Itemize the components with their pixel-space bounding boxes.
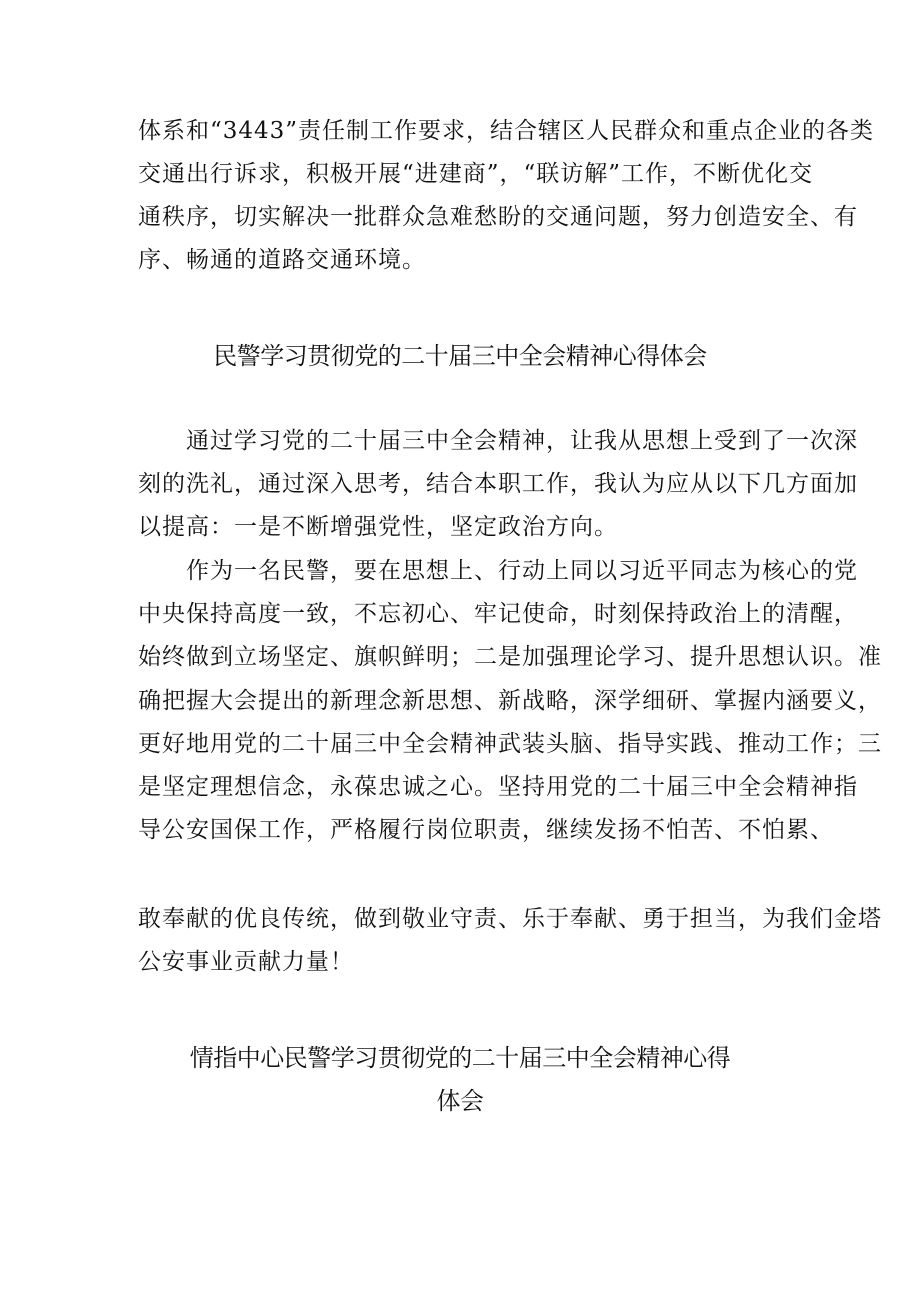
paragraph-line: 通过学习党的二十届三中全会精神，让我从思想上受到了一次深 — [186, 428, 858, 454]
section-title: 情指中心民警学习贯彻党的二十届三中全会精神心得 — [189, 1044, 731, 1072]
paragraph-line: 确把握大会提出的新理念新思想、新战略，深学细研、掌握内涵要义， — [138, 688, 882, 714]
paragraph-line: 交通出行诉求，积极开展“进建商”，“联访解”工作，不断优化交 — [138, 161, 814, 187]
paragraph-line: 通秩序，切实解决一批群众急难愁盼的交通问题，努力创造安全、有 — [138, 204, 858, 230]
paragraph-line: 体系和“3443”责任制工作要求，结合辖区人民群众和重点企业的各类 — [138, 118, 875, 144]
section-title: 民警学习贯彻党的二十届三中全会精神心得体会 — [213, 342, 707, 370]
paragraph-line: 序、畅通的道路交通环境。 — [138, 247, 426, 273]
paragraph-line: 作为一名民警，要在思想上、行动上同以习近平同志为核心的党 — [186, 558, 858, 584]
paragraph-line: 敢奉献的优良传统，做到敬业守责、乐于奉献、勇于担当，为我们金塔 — [138, 906, 882, 932]
paragraph-line: 导公安国保工作，严格履行岗位职责，继续发扬不怕苦、不怕累、 — [138, 817, 834, 843]
paragraph-line: 更好地用党的二十届三中全会精神武装头脑、指导实践、推动工作；三 — [138, 731, 882, 757]
paragraph-line: 始终做到立场坚定、旗帜鲜明；二是加强理论学习、提升思想认识。准 — [138, 644, 882, 670]
section-title-continuation: 体会 — [436, 1087, 484, 1115]
paragraph-line: 刻的洗礼，通过深入思考，结合本职工作，我认为应从以下几方面加 — [138, 471, 858, 497]
paragraph-line: 公安事业贡献力量！ — [138, 949, 354, 975]
paragraph-line: 中央保持高度一致，不忘初心、牢记使命，时刻保持政治上的清醒， — [138, 601, 858, 627]
paragraph-line: 以提高：一是不断增强党性，坚定政治方向。 — [138, 514, 618, 540]
paragraph-line: 是坚定理想信念，永葆忠诚之心。坚持用党的二十届三中全会精神指 — [138, 774, 858, 800]
